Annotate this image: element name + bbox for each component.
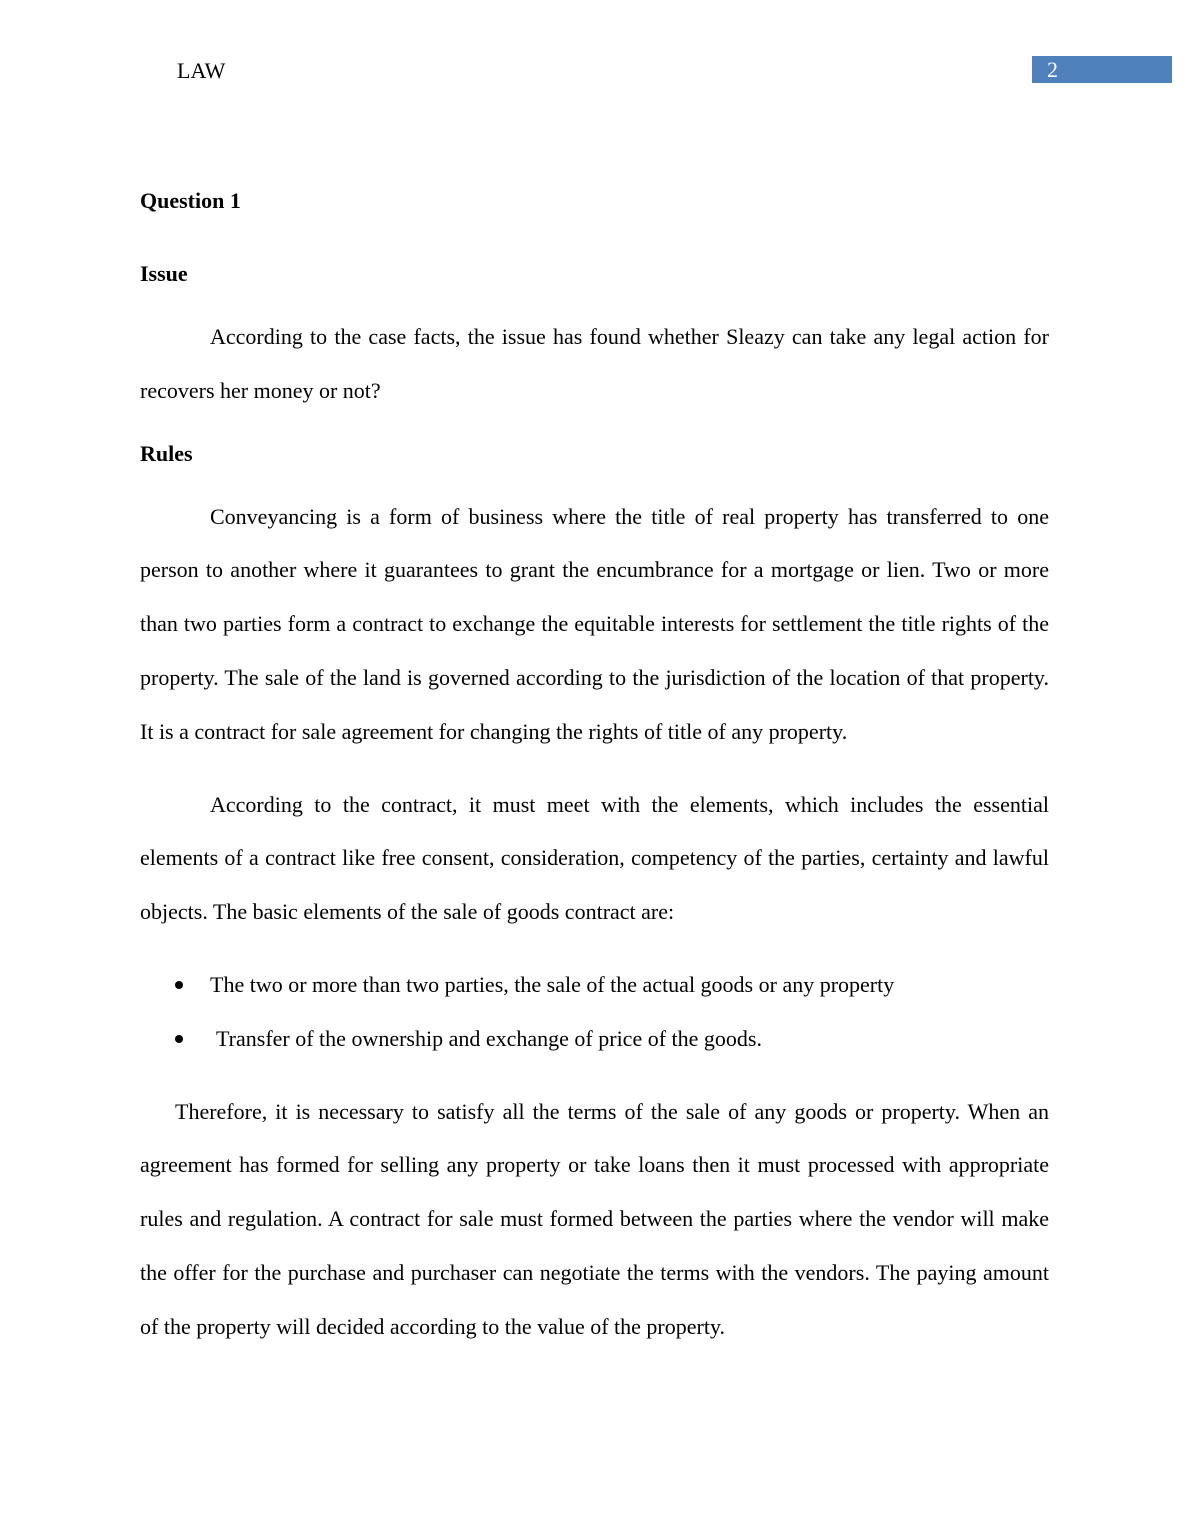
bullet-item-text: The two or more than two parties, the sale of the actual goods or any property	[210, 971, 895, 997]
therefore-paragraph: Therefore, it is necessary to satisfy all the terms of the sale of any goods or property. When an agreement has formed for selling any property or take loans then it must processed with appropriate rules and regulation. A contract for sale must formed between the parties where the vendor will make the offer for the purchase and purchaser can negotiate the terms with the vendors. The paying amount of the property will decided according to the value of the property.	[140, 1098, 1049, 1339]
question-heading: Question 1	[140, 188, 241, 213]
bullet-item-text: Transfer of the ownership and exchange of price of the goods.	[216, 1025, 762, 1051]
rules-heading: Rules	[140, 440, 193, 466]
bullet-item	[140, 1012, 1049, 1066]
issue-heading: Issue	[140, 261, 188, 286]
page-number-badge	[1032, 56, 1172, 83]
rules-paragraph-1: Conveyancing is a form of business where the title of real property has transferred to one person to another where it guarantees to grant the encumbrance for a mortgage or lien. Two or more than two parties form a contract to exchange the equitable interests for settlement the title rights of the property. The sale of the land is governed according to the jurisdiction of the location of that property. It is a contract for sale agreement for changing the rights of title of any property.	[140, 503, 1049, 744]
rules-paragraph-2: According to the contract, it must meet with the elements, which includes the essential elements of a contract like free consent, consideration, competency of the parties, certainty and lawful objects. The basic elements of the sale of goods contract are:	[140, 791, 1049, 925]
document-body	[140, 184, 1049, 1354]
running-header-title: LAW	[177, 58, 226, 83]
issue-paragraph: According to the case facts, the issue has found whether Sleazy can take any legal action for recovers her money or not?	[140, 324, 1049, 403]
page-number: 2	[1047, 57, 1058, 82]
bullet-dot-icon	[175, 981, 183, 989]
elements-bullet-list	[140, 958, 1049, 1066]
bullet-item	[140, 958, 1049, 1012]
bullet-dot-icon	[175, 1035, 183, 1043]
